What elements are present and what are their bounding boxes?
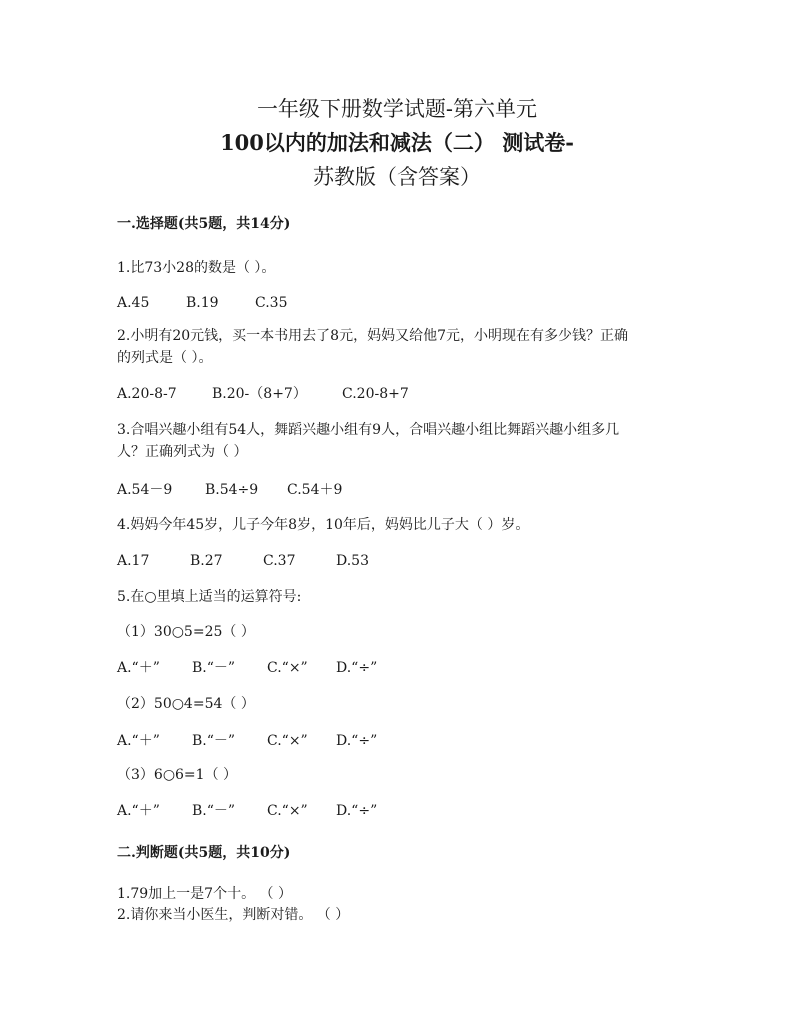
q5-sub-1: （1）30○5=25（ ） [117, 624, 255, 640]
q5-sub-2: （2）50○4=54（ ） [117, 696, 255, 712]
question-3-line-1: 3.合唱兴趣小组有54人，舞蹈兴趣小组有9人，合唱兴趣小组比舞蹈兴趣小组多几 [117, 422, 620, 438]
q4-option-c: C.37 [263, 553, 296, 569]
q5-sub2-option-d: D.“÷” [336, 733, 378, 749]
question-4: 4.妈妈今年45岁，儿子今年8岁，10年后，妈妈比儿子大（ ）岁。 [117, 517, 530, 533]
q5-sub3-option-a: A.“＋” [117, 803, 160, 819]
q5-sub3-option-c: C.“×” [267, 803, 308, 819]
q4-option-a: A.17 [117, 553, 150, 569]
q5-sub-3: （3）6○6=1（ ） [117, 767, 238, 783]
judge-question-1: 1.79加上一是7个十。 （ ） [117, 886, 292, 902]
q2-option-b: B.20-（8+7） [212, 386, 307, 402]
question-3-line-2: 人？正确列式为（ ） [117, 444, 248, 460]
q5-sub1-option-a: A.“＋” [117, 660, 160, 676]
q5-sub1-option-c: C.“×” [267, 660, 308, 676]
q5-sub1-option-b: B.“－” [192, 660, 236, 676]
q3-option-a: A.54－9 [117, 482, 173, 498]
title-line-1: 一年级下册数学试题-第六单元 [256, 97, 538, 121]
q5-sub2-option-c: C.“×” [267, 733, 308, 749]
q4-option-d: D.53 [336, 553, 369, 569]
question-5: 5.在○里填上适当的运算符号: [117, 589, 302, 605]
q1-option-b: B.19 [186, 295, 219, 311]
q2-option-a: A.20-8-7 [117, 386, 177, 402]
q2-option-c: C.20-8+7 [342, 386, 409, 402]
judge-question-2: 2.请你来当小医生，判断对错。 （ ） [117, 907, 350, 923]
q5-sub2-option-a: A.“＋” [117, 733, 160, 749]
section-1-heading: 一.选择题(共5题，共14分) [117, 216, 291, 232]
question-2-line-2: 的列式是（ ）。 [117, 350, 213, 366]
q1-option-c: C.35 [255, 295, 288, 311]
title-block [0, 92, 794, 194]
question-1: 1.比73小28的数是（ ）。 [117, 260, 276, 276]
question-2-line-1: 2.小明有20元钱，买一本书用去了8元，妈妈又给他7元，小明现在有多少钱？正确 [117, 328, 628, 344]
q1-option-a: A.45 [117, 295, 150, 311]
section-2-heading: 二.判断题(共5题，共10分) [117, 845, 291, 861]
q4-option-b: B.27 [190, 553, 223, 569]
title-line-2: 100以内的加法和减法（二） 测试卷- [220, 130, 574, 155]
q3-option-b: B.54÷9 [205, 482, 259, 498]
q3-option-c: C.54＋9 [287, 482, 343, 498]
title-line-3: 苏教版（含答案） [313, 165, 481, 189]
q5-sub1-option-d: D.“÷” [336, 660, 378, 676]
q5-sub3-option-b: B.“－” [192, 803, 236, 819]
q5-sub3-option-d: D.“÷” [336, 803, 378, 819]
q5-sub2-option-b: B.“－” [192, 733, 236, 749]
